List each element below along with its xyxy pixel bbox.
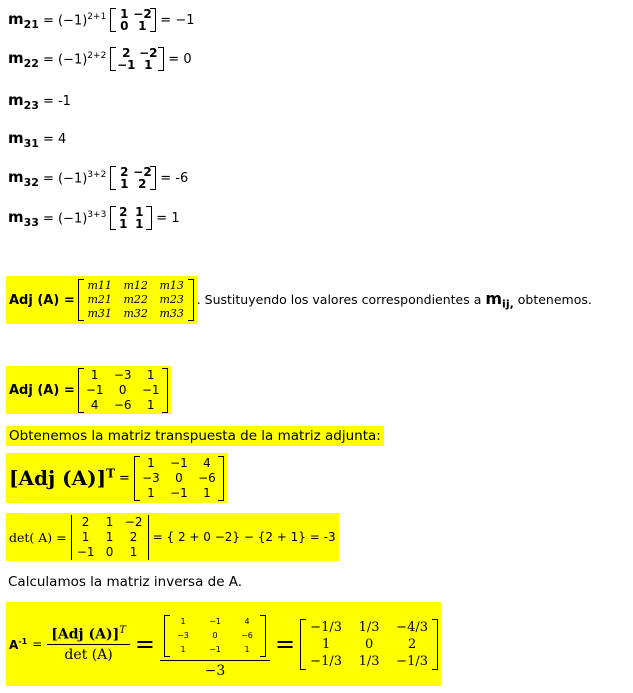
transpose-highlight: [Adj (A)]$^T$ = 1 −1 4 −3 0 −6 1 −1 1: [6, 453, 227, 503]
minor-label: $m_{31}$: [8, 128, 39, 150]
minor-result: = -1: [42, 93, 71, 109]
minor-row-23: [8, 90, 71, 112]
minor-matrix: 2 −2 1 2: [110, 166, 156, 190]
minor-label: $m_{32}$: [8, 167, 39, 189]
minor-result: = 1: [156, 210, 180, 226]
transpose-matrix: 1 −1 4 −3 0 −6 1 −1 1: [134, 456, 224, 501]
adj-symbolic-matrix: m11 m12 m13 m21 m22 m23 m31 m32 m33: [78, 279, 194, 321]
adj-general-highlight: [6, 276, 197, 324]
inverse-highlight: $A^{-1}$ = $\frac{[Adj (A)]^T}{\det (A)}$ = 1 −1 4 −3 0 −6 1 −1 1 −3 = −1/3 1/3 −4/3 1 0 2 −1/3 1/3 −1/3: [6, 602, 441, 686]
inverse-substituted-fraction: 1 −1 4 −3 0 −6 1 −1 1 −3: [160, 609, 270, 679]
minor-matrix: 2 −2 −1 1: [110, 47, 164, 71]
inverse-formula-fraction: $\frac{[Adj (A)]^T}{\det (A)}$: [47, 625, 130, 664]
minor-label: $m_{23}$: [8, 90, 39, 112]
inverse-intro: Calculamos la matriz inversa de A.: [8, 574, 243, 590]
minor-result: = −1: [160, 12, 195, 28]
det-result: = { 2 + 0 −2} − {2 + 1} = -3: [152, 530, 336, 544]
determinant-highlight: [6, 513, 339, 561]
adj-label: Adj (A) =: [9, 292, 75, 308]
minor-matrix: 1 −2 0 1: [110, 8, 156, 32]
transpose-label: [Adj (A)]$^T$: [9, 466, 116, 490]
inverse-result-matrix: −1/3 1/3 −4/3 1 0 2 −1/3 1/3 −1/3: [300, 619, 438, 670]
minor-label: $m_{21}$: [8, 9, 39, 31]
adj-values-highlight: [6, 366, 171, 414]
inverse-label: $A^{-1}$: [9, 636, 28, 652]
adj-general-row: [6, 276, 592, 324]
minor-row-32: $m_{32}$ = $(-1)^{3+2}$ 2 −2 1 2 = -6: [8, 165, 189, 191]
adj-values-matrix: 1 −3 1 −1 0 −1 4 −6 1: [78, 368, 168, 413]
adj-label: Adj (A) =: [9, 382, 75, 398]
minor-row-33: $m_{33}$ = $(-1)^{3+3}$ 2 1 1 1 = 1: [8, 205, 180, 231]
minor-label: $m_{33}$: [8, 207, 39, 229]
adj-explanation: . Sustituyendo los valores correspondientes a $m_{ij,}$ obtenemos.: [196, 289, 592, 311]
minor-row-21: $m_{21}$ = $(-1)^{2+1}$ 1 −2 0 1 = −1: [8, 7, 195, 33]
minor-row-31: [8, 128, 66, 150]
det-matrix: 2 1 −2 1 1 2 −1 0 1: [71, 515, 149, 560]
transpose-intro: Obtenemos la matriz transpuesta de la matriz adjunta:: [6, 426, 384, 446]
minor-result: = 4: [42, 131, 67, 147]
minor-matrix: 2 1 1 1: [110, 206, 152, 230]
minor-label: $m_{22}$: [8, 48, 39, 70]
inner-transpose-matrix: 1 −1 4 −3 0 −6 1 −1 1: [164, 615, 266, 657]
minor-row-22: $m_{22}$ = $(-1)^{2+2}$ 2 −2 −1 1 = 0: [8, 46, 192, 72]
det-label: det( A) =: [9, 529, 67, 545]
minor-result: = 0: [168, 51, 192, 67]
minor-result: = -6: [160, 170, 189, 186]
